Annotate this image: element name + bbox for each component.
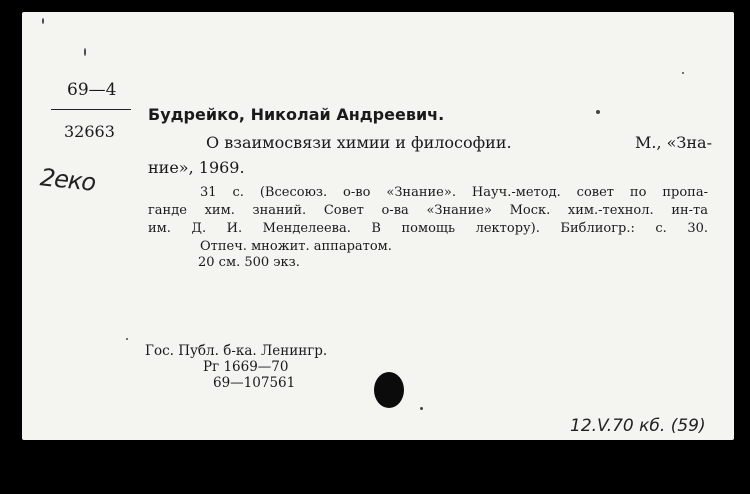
speck	[596, 110, 600, 114]
library-name: Гос. Публ. б-ка. Ленингр.	[145, 343, 328, 359]
speck	[84, 48, 86, 56]
title-text: О взаимосвязи химии и философии.	[206, 133, 512, 152]
description-line: им. Д. И. Менделеева. В помощь лектору). Библиогр.: с. 30.	[148, 221, 708, 236]
catalog-card	[22, 12, 734, 440]
library-stamp	[145, 343, 327, 391]
description-block	[148, 184, 708, 256]
place-publisher: М., «Зна-	[634, 133, 712, 152]
speck	[42, 18, 44, 24]
speck	[682, 72, 684, 74]
title-continuation: ние», 1969.	[148, 158, 245, 177]
ink-blot	[374, 372, 404, 408]
author-heading: Будрейко, Николай Андреевич.	[148, 105, 445, 124]
size-copies: 20 см. 500 экз.	[198, 255, 300, 270]
speck	[126, 338, 128, 340]
registration-number: Рг 1669—70	[203, 359, 289, 375]
call-number-top: 69—4	[67, 80, 117, 100]
description-line: Отпеч. множит. аппаратом.	[200, 239, 392, 254]
description-line: 31 с. (Всесоюз. о-во «Знание». Науч.-метод. совет по пропа-	[200, 185, 708, 200]
call-number-bottom: 32663	[64, 122, 115, 141]
call-number-divider	[51, 109, 131, 110]
accession-note: 12.V.70 кб. (59)	[570, 416, 706, 436]
speck	[420, 407, 423, 410]
title-line	[206, 133, 712, 152]
description-line: ганде хим. знаний. Совет о-ва «Знание» Моск. хим.-технол. ин-та	[148, 203, 708, 218]
handwritten-note: 2еко	[38, 163, 97, 197]
record-number: 69—107561	[213, 375, 296, 391]
